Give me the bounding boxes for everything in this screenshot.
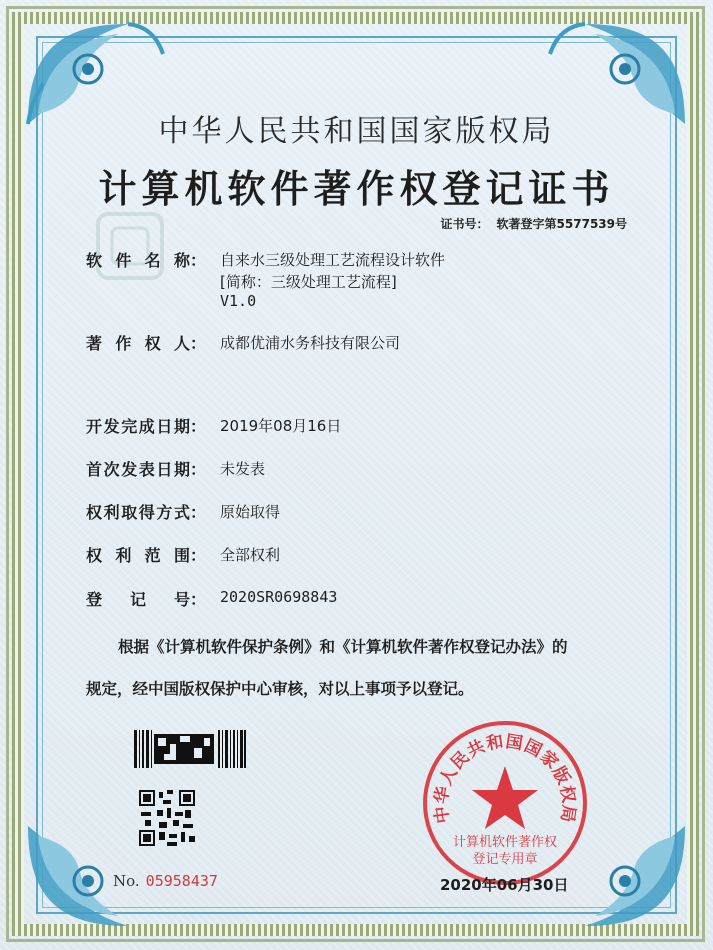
legal-statement — [86, 626, 646, 710]
registration-number-value: 2020SR0698843 — [220, 588, 338, 606]
software-name-label: 软 件 名 称： — [86, 251, 206, 270]
completion-date-label: 开 发 完 成 日 期： — [86, 417, 206, 436]
certificate-number — [441, 215, 627, 232]
legal-statement-line1: 根据《计算机软件保护条例》和《计算机软件著作权登记办法》的 — [118, 638, 568, 656]
barcode-icon — [134, 730, 246, 768]
watermark-logo-icon — [90, 206, 170, 286]
copyright-owner-label: 著 作 权 人： — [86, 334, 206, 353]
software-short-name: [简称：三级处理工艺流程] — [220, 273, 397, 291]
acquisition-method-value: 原始取得 — [220, 503, 281, 521]
serial-number-label: No. — [113, 872, 140, 890]
certificate-title: 计算机软件著作权登记证书 — [98, 166, 615, 211]
software-version: V1.0 — [220, 292, 257, 310]
acquisition-method-label: 权 利 取 得 方 式： — [86, 503, 206, 522]
registration-number-label: 登 记 号： — [86, 590, 206, 609]
rights-scope-label: 权 利 范 围： — [86, 546, 206, 565]
first-publish-date-label: 首 次 发 表 日 期： — [86, 460, 206, 479]
qr-code-icon — [139, 790, 195, 846]
completion-date-value: 2019年08月16日 — [220, 417, 342, 435]
rights-scope-value: 全部权利 — [220, 546, 281, 564]
first-publish-date-value: 未发表 — [220, 460, 266, 478]
official-seal-icon — [420, 718, 590, 888]
seal-inner-line1: 计算机软件著作权 — [452, 835, 558, 850]
serial-number — [113, 872, 218, 890]
legal-statement-line2: 规定，经中国版权保护中心审核，对以上事项予以登记。 — [86, 680, 474, 698]
issuing-authority: 中华人民共和国国家版权局 — [158, 114, 555, 149]
certificate-number-value: 软著登字第5577539号 — [496, 217, 627, 231]
serial-number-value: 05958437 — [145, 872, 218, 890]
seal-outer-text: 中华人民共和国国家版权局 — [431, 731, 579, 825]
software-name-value: 自来水三级处理工艺流程设计软件 — [220, 251, 446, 269]
seal-inner-line2: 登记专用章 — [472, 852, 538, 867]
issue-date: 2020年06月30日 — [440, 876, 569, 894]
copyright-owner-value: 成都优浦水务科技有限公司 — [220, 334, 401, 352]
certificate-number-label: 证书号： — [440, 217, 489, 231]
